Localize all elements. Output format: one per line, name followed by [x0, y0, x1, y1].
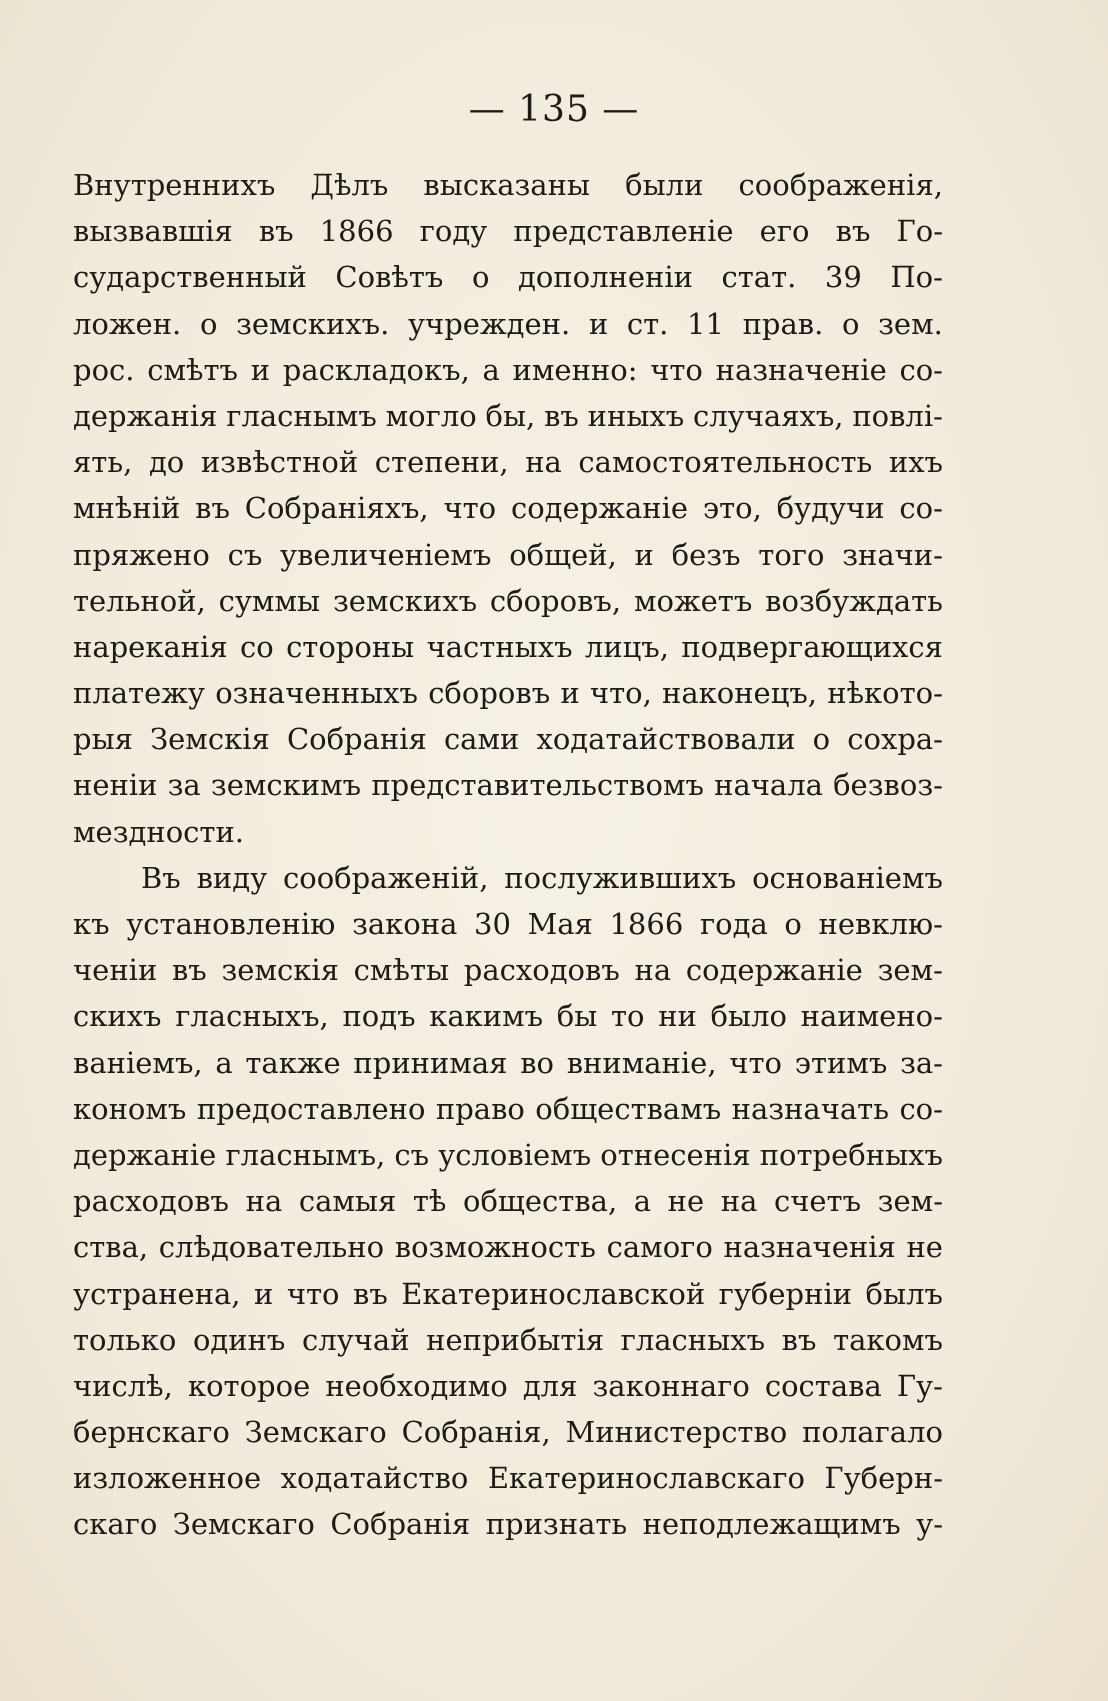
text-line [73, 624, 943, 670]
word: наконецъ, [662, 676, 818, 711]
word: былъ [865, 1276, 943, 1311]
text-line [73, 1271, 943, 1317]
word: зем. [878, 306, 943, 341]
word: только [73, 1322, 177, 1357]
word: Гу- [896, 1368, 943, 1403]
text-line [73, 1040, 943, 1086]
word: въ [195, 491, 230, 526]
word: о [784, 907, 802, 941]
word: счетъ [773, 1184, 862, 1219]
word: самыя [298, 1184, 397, 1219]
text-line [73, 855, 943, 901]
body-text [73, 162, 943, 1548]
word: о [841, 306, 860, 341]
word: ложен. [73, 306, 182, 341]
word: земскихъ. [236, 306, 390, 341]
word: лицъ, [584, 629, 669, 664]
word: въ [353, 1276, 388, 1311]
word: также [245, 1045, 341, 1080]
word: у- [916, 1507, 943, 1542]
word: году [419, 214, 488, 249]
word: неніи [73, 768, 158, 803]
word: стат. [721, 260, 797, 295]
word: ства, [73, 1230, 149, 1265]
word: Губерн- [824, 1461, 943, 1496]
word: означенныхъ [215, 676, 418, 711]
word: что, [589, 676, 652, 711]
text-line [73, 532, 943, 578]
word: скаго [73, 1507, 158, 1542]
word: во [520, 1045, 554, 1080]
word: назначать [731, 1091, 890, 1126]
word: право [435, 1091, 525, 1126]
word: со [240, 629, 274, 664]
word: о [199, 306, 218, 341]
word: Министерство [565, 1415, 788, 1450]
text-line [73, 208, 943, 254]
word: полагало [802, 1415, 943, 1450]
word: представительствомъ [371, 768, 704, 803]
text-line [73, 1363, 943, 1409]
word: со- [899, 491, 943, 526]
text-line [73, 762, 943, 808]
word: устранена, [73, 1276, 241, 1311]
word: ходатайство [280, 1461, 469, 1496]
text-line [73, 347, 943, 393]
text-line [73, 301, 943, 347]
word: 11 [687, 306, 724, 341]
word: потребныхъ [759, 1137, 943, 1172]
word: для [522, 1368, 578, 1403]
word: были [625, 168, 704, 202]
word: основаніемъ [752, 860, 943, 895]
word: держанія [73, 398, 218, 433]
word: съ [227, 537, 263, 572]
word: Го- [896, 214, 943, 249]
word: сборовъ, [489, 583, 622, 618]
text-line [73, 1501, 943, 1547]
word: можетъ [633, 583, 753, 618]
word: самостоятельность [578, 445, 873, 480]
word: что [286, 1276, 340, 1311]
word: его [759, 214, 810, 249]
word: вызвавшія [73, 214, 233, 249]
text-line [73, 947, 943, 993]
word: на [720, 1184, 758, 1219]
word: ст. [626, 306, 669, 341]
text-line [73, 254, 943, 300]
text-line [73, 901, 943, 947]
word: не [667, 1184, 705, 1219]
word: что [729, 1045, 782, 1080]
word: изложенное [73, 1461, 262, 1496]
word: содержаніе [685, 953, 863, 988]
word: держаніе [73, 1137, 217, 1172]
word: что [650, 352, 703, 387]
word: рыя [73, 722, 133, 757]
word: расходовъ [73, 1184, 230, 1219]
word: могло [385, 398, 477, 433]
word: увеличеніемъ [280, 537, 492, 572]
word: со- [899, 1091, 943, 1126]
word: состава [764, 1368, 882, 1403]
word: дополненіи [517, 260, 693, 295]
word: раскладокъ, [282, 352, 470, 387]
word: рос. [73, 352, 135, 387]
word: такомъ [833, 1322, 943, 1357]
word: Земскаго [244, 1415, 387, 1450]
word: частныхъ [426, 629, 573, 664]
word: возбуждать [765, 583, 943, 618]
word: самого [606, 1230, 713, 1265]
word: обществамъ [535, 1091, 722, 1126]
word: неприбытія [426, 1322, 605, 1357]
word: за [167, 768, 201, 803]
word: ваніемъ, [73, 1045, 203, 1080]
word: представленіе [513, 214, 734, 249]
word: въ [171, 953, 207, 988]
word: сборовъ [428, 676, 551, 711]
word: мездности. [73, 814, 245, 849]
word: и [634, 537, 654, 572]
word: учрежден. [407, 306, 571, 341]
word: губерніи [718, 1276, 853, 1311]
word: 1866 [609, 907, 684, 941]
word: на [245, 1184, 283, 1219]
word: того [758, 537, 825, 572]
text-line [73, 578, 943, 624]
word: высказаны [423, 168, 591, 202]
word: назначенія [723, 1230, 896, 1265]
word: Собранія, [401, 1415, 551, 1450]
word: 39 [824, 260, 862, 295]
word: сами [443, 722, 520, 757]
word: гласныхъ, [175, 999, 329, 1034]
word: и [588, 306, 609, 341]
word: ни [658, 999, 697, 1034]
word: сударственный [73, 260, 307, 295]
word: какимъ [429, 999, 544, 1034]
word: 1866 [319, 214, 394, 249]
word: бы, [485, 398, 536, 433]
word: суммы [218, 583, 321, 618]
word: соображеній, [283, 860, 489, 895]
word: стороны [286, 629, 415, 664]
word: и [250, 352, 271, 387]
word: Внутреннихъ [73, 168, 276, 202]
text-line [73, 1224, 943, 1270]
word: прав. [742, 306, 824, 341]
word: это, [702, 491, 762, 526]
text-line [73, 1317, 943, 1363]
word: значи- [842, 537, 943, 572]
word: кономъ [73, 1091, 187, 1126]
word: тѣ [412, 1184, 447, 1219]
word: общества, [463, 1184, 618, 1219]
word: мнѣній [73, 491, 181, 526]
word: гласнымъ [226, 398, 377, 433]
word: до [148, 445, 185, 480]
text-line [73, 1086, 943, 1132]
word: закона [352, 907, 458, 941]
word: въ [544, 398, 579, 433]
word: бы [556, 999, 598, 1034]
word: одинъ [192, 1322, 286, 1357]
word: зем- [877, 953, 943, 988]
word: подъ [342, 999, 416, 1034]
word: Собранія [330, 1507, 471, 1542]
text-line [73, 670, 943, 716]
word: Мая [527, 907, 593, 941]
page-number: — 135 — [468, 89, 640, 130]
text-line [73, 809, 943, 855]
word: о [471, 260, 490, 295]
word: признать [485, 1507, 628, 1542]
word: подвергающихся [681, 629, 943, 664]
word: въ [781, 1322, 817, 1357]
word: бернскаго [73, 1415, 230, 1450]
word: содержаніе [510, 491, 689, 526]
word: условіемъ [438, 1137, 592, 1172]
word: этимъ [794, 1045, 888, 1080]
word: на [634, 953, 672, 988]
word: на [525, 445, 562, 480]
word: будучи [776, 491, 885, 526]
word: неподлежащимъ [642, 1507, 901, 1542]
word: земскихъ [332, 583, 478, 618]
word: слѣдовательно [158, 1230, 385, 1265]
word: нареканія [73, 629, 228, 664]
word: съ [394, 1137, 430, 1172]
word: въ [258, 214, 294, 249]
text-line [73, 1409, 943, 1455]
word: за- [900, 1045, 943, 1080]
word: гласнымъ, [225, 1137, 386, 1172]
text-line [73, 1178, 943, 1224]
word: Собраніяхъ, [244, 491, 429, 526]
word: виду [196, 860, 268, 895]
text-line [73, 485, 943, 531]
word: которое [187, 1368, 311, 1403]
word: отнесенія [600, 1137, 751, 1172]
word: соображенія, [738, 168, 943, 202]
word: Екатеринославской [401, 1276, 706, 1311]
word: установленію [126, 907, 336, 941]
text-line [73, 993, 943, 1039]
word: вниманіе, [566, 1045, 717, 1080]
word: наимено- [800, 999, 943, 1034]
word: не [906, 1230, 943, 1265]
word: земскимъ [210, 768, 362, 803]
word: гласныхъ [620, 1322, 766, 1357]
word: смѣты [353, 953, 450, 988]
word: невклю- [818, 907, 943, 941]
word: смѣтъ [147, 352, 238, 387]
word: предоставлено [196, 1091, 426, 1126]
word: сохра- [847, 722, 943, 757]
word: со- [899, 352, 943, 387]
word: случаяхъ, [693, 398, 844, 433]
word: а [215, 1045, 233, 1080]
word: ихъ [888, 445, 943, 480]
word: Дѣлъ [310, 168, 389, 202]
word: необходимо [325, 1368, 508, 1403]
word: извѣстной [200, 445, 359, 480]
word: 30 [474, 907, 511, 941]
paragraph [73, 855, 943, 1548]
word: Земскія [150, 722, 270, 757]
text-line [73, 716, 943, 762]
word: зем- [877, 1184, 943, 1219]
word: назначеніе [715, 352, 887, 387]
word: а [482, 352, 500, 387]
word: Совѣтъ [335, 260, 444, 295]
word: что [443, 491, 497, 526]
word: о [812, 722, 831, 757]
word: пряжено [73, 537, 210, 572]
word: Екатеринославскаго [487, 1461, 805, 1496]
text-line [73, 1455, 943, 1501]
word: нѣкото- [827, 676, 943, 711]
paragraph [73, 162, 943, 855]
word: начала [714, 768, 823, 803]
word: земскія [221, 953, 339, 988]
word: Собранія [286, 722, 427, 757]
word: расходовъ [463, 953, 620, 988]
word: платежу [73, 676, 205, 711]
word: года [699, 907, 768, 941]
word: ять, [73, 445, 133, 480]
word: къ [73, 907, 110, 941]
text-line [73, 439, 943, 485]
word: въ [835, 214, 871, 249]
word: числѣ, [73, 1368, 173, 1403]
word: случай [302, 1322, 410, 1357]
word: скихъ [73, 999, 162, 1034]
word: законнаго [592, 1368, 750, 1403]
word: безвоз- [833, 768, 943, 803]
word: и [254, 1276, 274, 1311]
word: ходатайствовали [536, 722, 796, 757]
text-line [73, 1132, 943, 1178]
text-line [73, 162, 943, 208]
word: принимая [353, 1045, 508, 1080]
word: то [611, 999, 645, 1034]
word: степени, [374, 445, 509, 480]
word: общей, [509, 537, 617, 572]
word: было [710, 999, 787, 1034]
word: Въ [141, 860, 181, 895]
word: По- [890, 260, 943, 295]
word: иныхъ [587, 398, 685, 433]
text-line [73, 393, 943, 439]
word: и [560, 676, 580, 711]
word: а [633, 1184, 652, 1219]
word: послужившихъ [504, 860, 737, 895]
word: тельной, [73, 583, 206, 618]
word: ченіи [73, 953, 158, 988]
word: возможность [394, 1230, 596, 1265]
word: повлі- [852, 398, 943, 433]
word: Земскаго [172, 1507, 315, 1542]
word: безъ [671, 537, 741, 572]
word: именно: [512, 352, 638, 387]
